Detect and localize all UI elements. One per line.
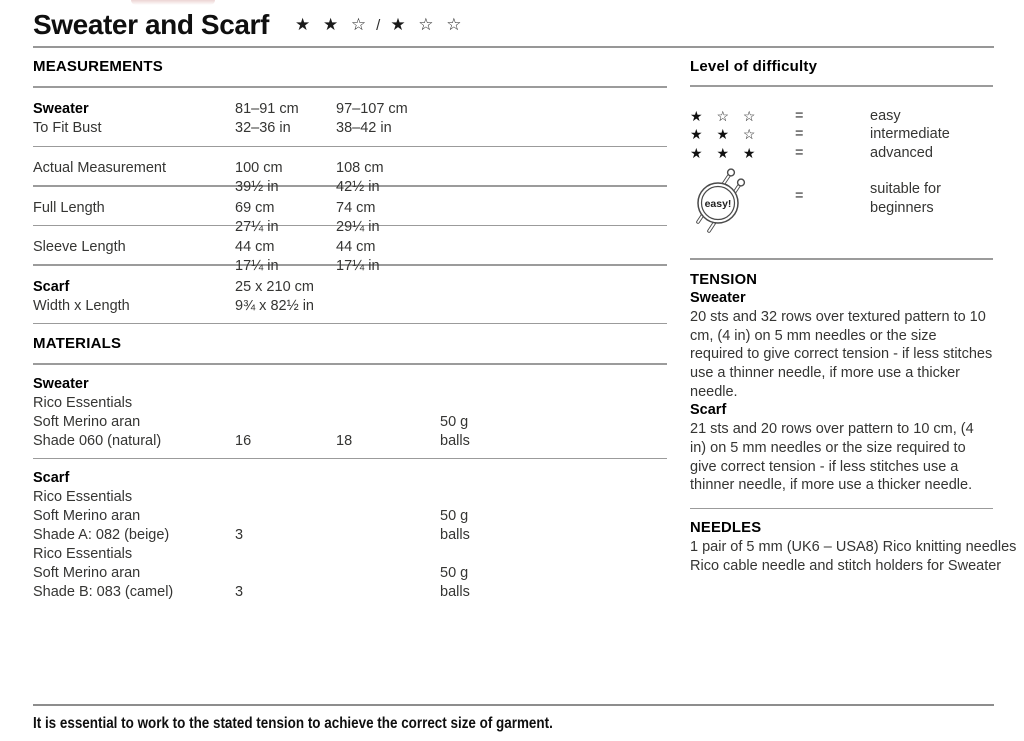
footer-divider [33,704,994,706]
ball-weight: 50 g [440,413,469,430]
needles-line: 1 pair of 5 mm (UK6 – USA8) Rico knitting needles [690,539,1017,556]
materials-subheading: Scarf [33,470,70,486]
material-line: Shade A: 082 (beige) 3 balls [33,527,470,543]
ball-unit: balls [440,584,470,600]
size1-values: 69 cm 27¼ in [235,199,279,235]
size1-values: 100 cm 39½ in [235,160,283,195]
left-column [33,47,667,609]
difficulty-heading-row [690,47,993,85]
needles-line: Rico cable needle and stitch holders for Sweater [690,557,1002,574]
qty-size2: 18 [336,432,353,449]
tension-warning-note: It is essential to work to the stated tension to achieve the correct size of garment. [33,715,553,732]
equals-sign: = [795,188,804,204]
needles-section [690,519,1017,575]
divider [690,85,993,87]
table-row [33,266,667,323]
material-line: Rico Essentials [33,546,133,562]
size2-values: 97–107 cm 38–42 in [336,100,408,136]
material-line: Soft Merino aran 50 g [33,413,469,430]
material-line: Rico Essentials [33,489,133,505]
three-stars-icon: ★ ★ ★ [690,144,761,161]
material-line: Shade B: 083 (camel) 3 balls [33,584,470,600]
difficulty-label: intermediate [870,126,950,142]
size2-values: 44 cm 17¼ in [336,239,380,274]
page-edge-artifact [131,0,215,5]
divider [690,258,993,260]
material-line: Rico Essentials [33,394,133,411]
measurements-heading: MEASUREMENTS [33,58,163,75]
ball-unit: balls [440,432,470,449]
row-sublabel: Width x Length [33,297,130,314]
one-star-icon: ★ ☆ ☆ [690,107,761,124]
easy-yarn-ball-icon [690,165,748,233]
size2-values: 74 cm 29¼ in [336,199,380,235]
easy-badge-text: easy! [704,198,732,210]
difficulty-label: easy [870,107,901,124]
beginner-label: suitable for beginners [870,181,941,216]
row-label: Sweater [33,100,89,117]
scarf-rating-stars-icon: ★ ☆ ☆ [390,15,466,34]
materials-subheading: Sweater [33,375,89,392]
size1-values: 81–91 cm 32–36 in [235,100,299,136]
ball-weight: 50 g [440,508,469,524]
tension-section [690,271,993,495]
size1-values: 25 x 210 cm 9¾ x 82½ in [235,278,314,314]
materials-heading: MATERIALS [33,335,122,352]
qty-size1: 16 [235,432,252,449]
difficulty-legend [690,107,993,163]
row-label: Sleeve Length [33,239,126,255]
divider [690,508,993,510]
qty-size1: 3 [235,584,244,600]
table-row [33,187,667,235]
table-row [33,226,667,274]
table-row [33,88,667,146]
sweater-materials [33,365,667,458]
material-line: Shade 060 (natural) 16 18 balls [33,432,470,449]
page-header [33,9,466,41]
difficulty-label: advanced [870,144,933,161]
measurements-heading-row [33,47,667,86]
material-line: Soft Merino aran 50 g [33,565,469,581]
table-row [33,147,667,195]
two-stars-icon: ★ ★ ☆ [690,126,761,142]
size1-values: 44 cm 17¼ in [235,239,279,274]
tension-heading: TENSION [690,271,758,288]
equals-sign: = [795,107,804,124]
scarf-materials [33,459,667,609]
tension-scarf-subheading: Scarf [690,402,727,419]
size2-values: 108 cm 42½ in [336,160,384,195]
tension-scarf-text: 21 sts and 20 rows over pattern to 10 cm, (4 in) on 5 mm needles or the size required to give correct tension - if less stitches use a thinner needle, if more use a thicker needle. [690,421,974,494]
rating-divider: / [376,16,381,34]
difficulty-row [690,107,993,126]
material-line: Soft Merino aran 50 g [33,508,469,524]
difficulty-row [690,144,993,163]
beginner-row [690,165,993,258]
row-sublabel: To Fit Bust [33,119,102,136]
row-label: Scarf [33,278,70,295]
difficulty-heading: Level of difficulty [690,58,818,75]
row-label: Full Length [33,199,105,216]
right-column [690,47,1017,576]
ball-weight: 50 g [440,565,469,581]
qty-size1: 3 [235,527,244,543]
tension-sweater-subheading: Sweater [690,290,746,307]
page-title: Sweater and Scarf [33,9,269,40]
tension-sweater-text: 20 sts and 32 rows over textured pattern to 10 cm, (4 in) on 5 mm needles or the size required to give correct tension - if less stitches use a thinner needle, if more use a thicker needle. [690,308,993,400]
title-difficulty-rating [295,15,466,35]
equals-sign: = [795,126,804,142]
needles-heading: NEEDLES [690,520,762,537]
difficulty-row [690,125,993,144]
row-label: Actual Measurement [33,160,166,176]
materials-heading-row [33,324,667,363]
sweater-rating-stars-icon: ★ ★ ☆ [294,15,371,34]
ball-unit: balls [440,527,470,543]
equals-sign: = [795,144,804,161]
